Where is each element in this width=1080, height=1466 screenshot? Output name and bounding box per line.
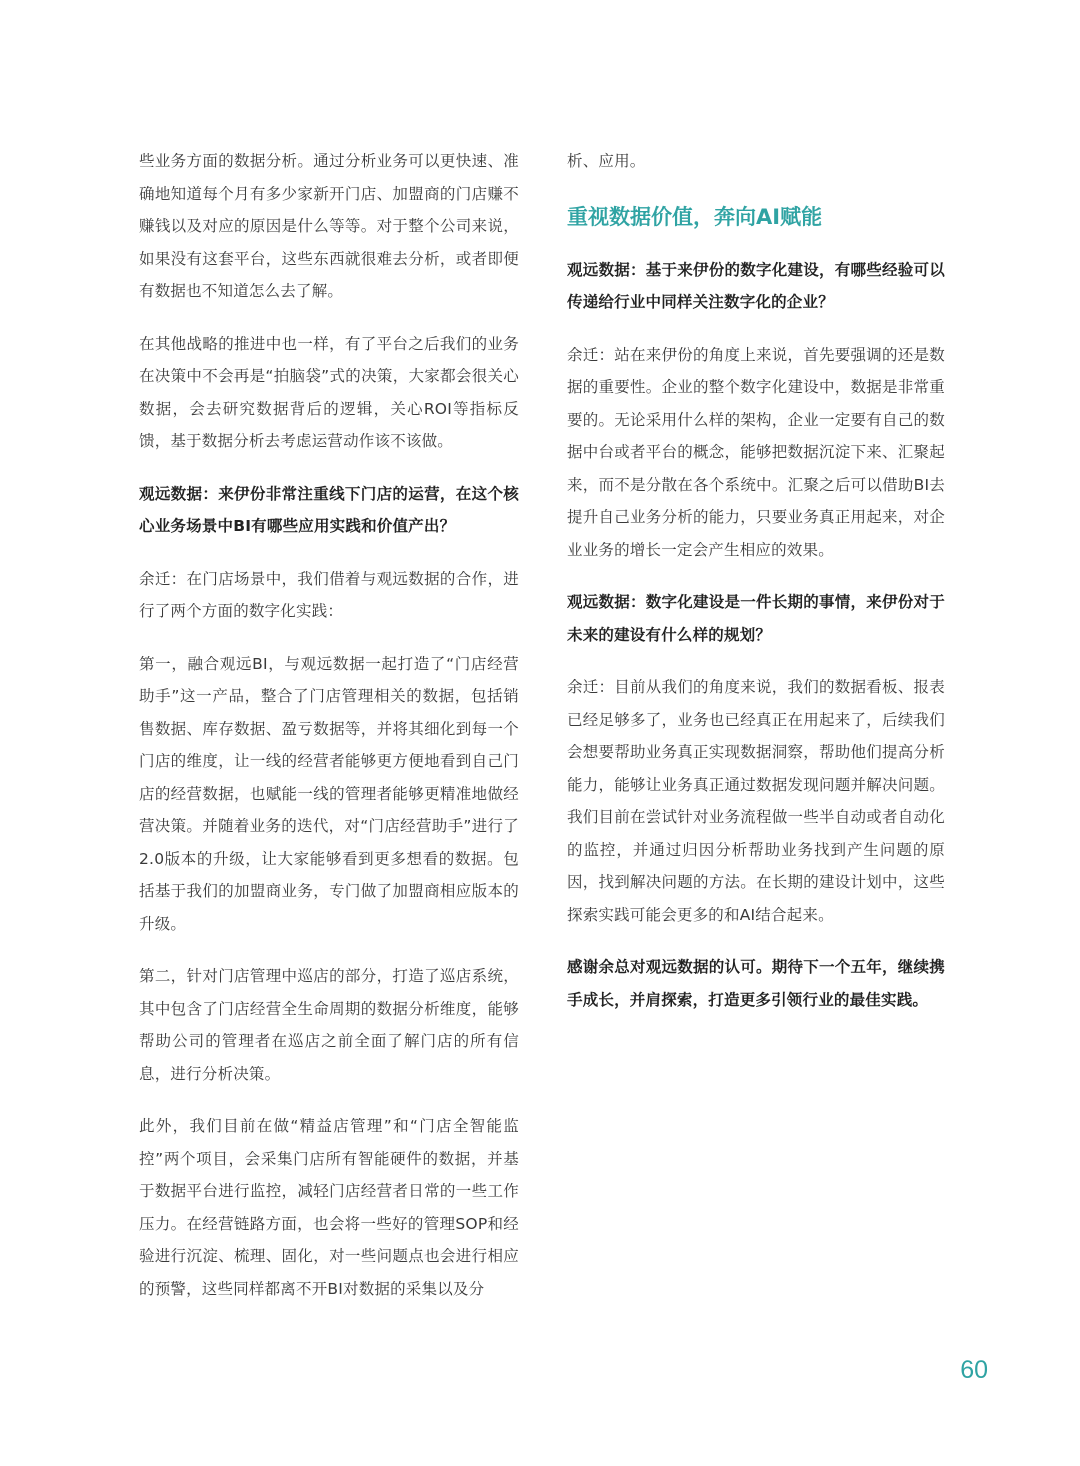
right-column <box>567 145 945 1036</box>
paragraph: 此外，我们目前在做“精益店管理”和“门店全智能监控”两个项目，会采集门店所有智能硬件的数据，并基于数据平台进行监控，减轻门店经营者日常的一些工作压力。在经营链路方面，也会将一些好的管理SOP和经验进行沉淀、梳理、固化，对一些问题点也会进行相应的预警，这些同样都离不开BI对数据的采集以及分 <box>139 1117 519 1298</box>
interview-question: 观远数据：基于来伊份的数字化建设，有哪些经验可以传递给行业中同样关注数字化的企业？ <box>567 260 945 311</box>
paragraph-continuation: 析、应用。 <box>567 152 646 170</box>
interview-question: 观远数据：数字化建设是一件长期的事情，来伊份对于未来的建设有什么样的规划？ <box>567 593 945 644</box>
page-number: 60 <box>960 1356 988 1384</box>
section-heading: 重视数据价值，奔向AI赋能 <box>567 204 823 229</box>
interview-question: 观远数据：来伊份非常注重线下门店的运营，在这个核心业务场景中BI有哪些应用实践和价值产出？ <box>139 484 519 535</box>
interview-answer: 余迁：在门店场景中，我们借着与观远数据的合作，进行了两个方面的数字化实践： <box>139 569 519 620</box>
left-column <box>139 145 519 1325</box>
paragraph: 第一，融合观远BI，与观远数据一起打造了“门店经营助手”这一产品，整合了门店管理相关的数据，包括销售数据、库存数据、盈亏数据等，并将其细化到每一个门店的维度，让一线的经营者能够更方便地看到自己门店的经营数据，也赋能一线的管理者能够更精准地做经营决策。并随着业务的迭代，对“门店经营助手”进行了2.0版本的升级，让大家能够看到更多想看的数据。包括基于我们的加盟商业务，专门做了加盟商相应版本的升级。 <box>139 654 519 933</box>
interview-answer: 余迁：站在来伊份的角度上来说，首先要强调的还是数据的重要性。企业的整个数字化建设中，数据是非常重要的。无论采用什么样的架构，企业一定要有自己的数据中台或者平台的概念，能够把数据沉淀下来、汇聚起来，而不是分散在各个系统中。汇聚之后可以借助BI去提升自己业务分析的能力，只要业务真正用起来，对企业业务的增长一定会产生相应的效果。 <box>567 345 945 559</box>
paragraph: 些业务方面的数据分析。通过分析业务可以更快速、准确地知道每个月有多少家新开门店、加盟商的门店赚不赚钱以及对应的原因是什么等等。对于整个公司来说，如果没有这套平台，这些东西就很难去分析，或者即便有数据也不知道怎么去了解。 <box>139 152 519 300</box>
paragraph: 第二，针对门店管理中巡店的部分，打造了巡店系统，其中包含了门店经营全生命周期的数据分析维度，能够帮助公司的管理者在巡店之前全面了解门店的所有信息，进行分析决策。 <box>139 967 519 1083</box>
closing-remark: 感谢余总对观远数据的认可。期待下一个五年，继续携手成长，并肩探索，打造更多引领行业的最佳实践。 <box>567 958 945 1009</box>
interview-answer: 余迁：目前从我们的角度来说，我们的数据看板、报表已经足够多了，业务也已经真正在用起来了，后续我们会想要帮助业务真正实现数据洞察，帮助他们提高分析能力，能够让业务真正通过数据发现问题并解决问题。我们目前在尝试针对业务流程做一些半自动或者自动化的监控，并通过归因分析帮助业务找到产生问题的原因，找到解决问题的方法。在长期的建设计划中，这些探索实践可能会更多的和AI结合起来。 <box>567 678 945 924</box>
paragraph: 在其他战略的推进中也一样，有了平台之后我们的业务在决策中不会再是“拍脑袋”式的决策，大家都会很关心数据，会去研究数据背后的逻辑，关心ROI等指标反馈，基于数据分析去考虑运营动作该不该做。 <box>139 334 519 450</box>
